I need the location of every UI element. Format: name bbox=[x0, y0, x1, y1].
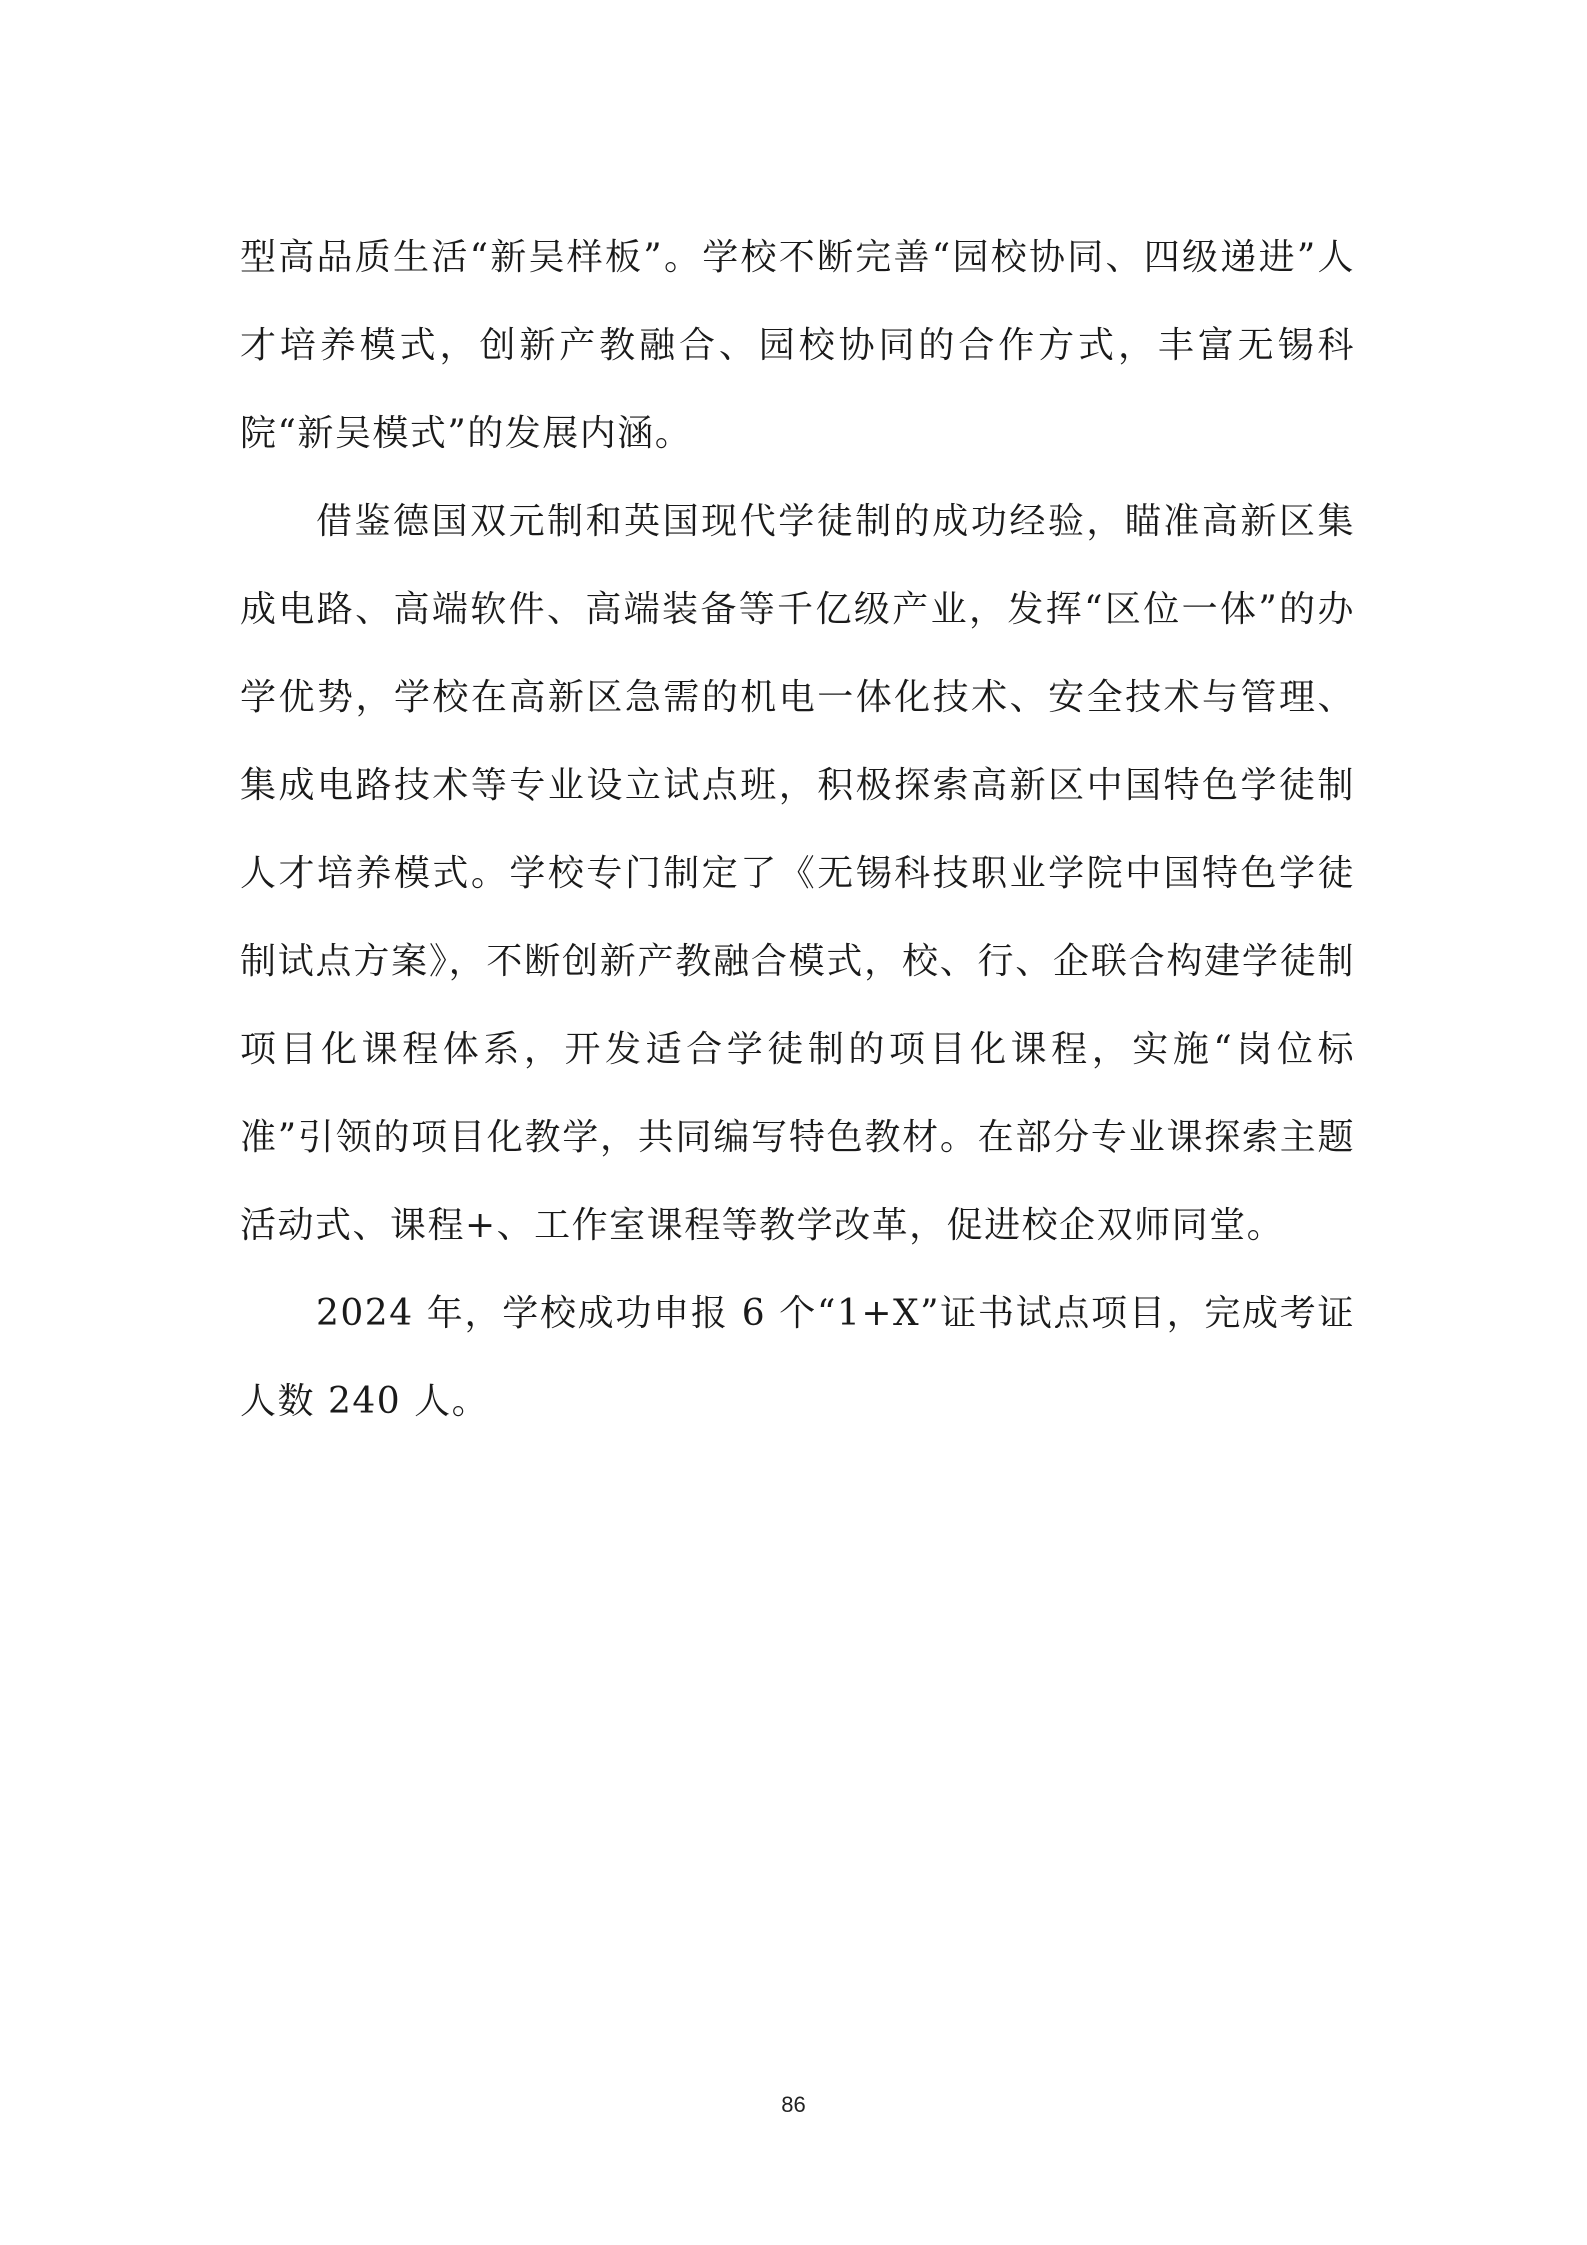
paragraph-apprenticeship: 借鉴德国双元制和英国现代学徒制的成功经验，瞄准高新区集成电路、高端软件、高端装备等千亿级产业，发挥“区位一体”的办学优势，学校在高新区急需的机电一体化技术、安全技术与管理、集成电路技术等专业设立试点班，积极探索高新区中国特色学徒制人才培养模式。学校专门制定了《无锡科技职业学院中国特色学徒制试点方案》，不断创新产教融合模式，校、行、企联合构建学徒制项目化课程体系，开发适合学徒制的项目化课程，实施“岗位标准”引领的项目化教学，共同编写特色教材。在部分专业课探索主题活动式、课程+、工作室课程等教学改革，促进校企双师同堂。 bbox=[240, 501, 1355, 1246]
body-text bbox=[240, 214, 1355, 1446]
paragraph-continuation: 型高品质生活“新吴样板”。学校不断完善“园校协同、四级递进”人才培养模式，创新产教融合、园校协同的合作方式，丰富无锡科院“新吴模式”的发展内涵。 bbox=[240, 237, 1355, 454]
paragraph-certificates: 2024 年，学校成功申报 6 个“1+X”证书试点项目，完成考证人数 240 人。 bbox=[240, 1293, 1355, 1422]
page-number: 86 bbox=[781, 2092, 806, 2117]
